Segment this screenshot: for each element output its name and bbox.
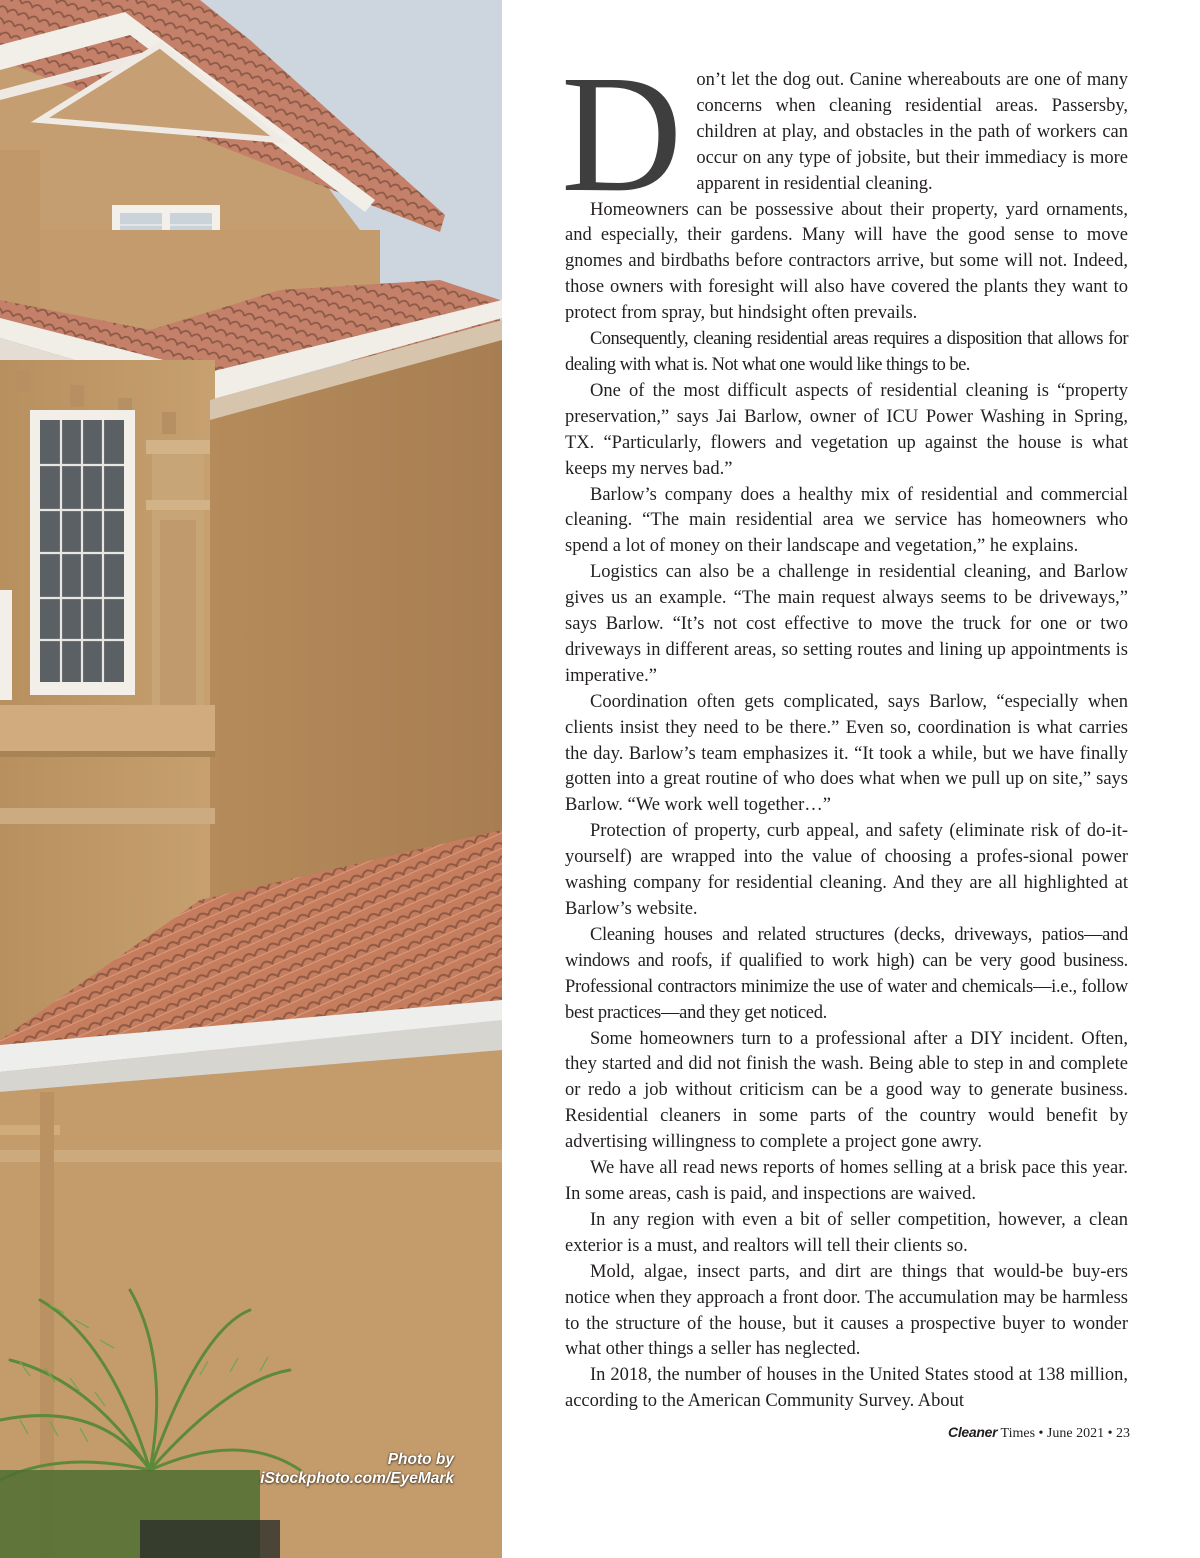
article-paragraph-9: Cleaning houses and related structures (decks, driveways, patios—and windows and roofs, if qualified to work high) can be very good business. Professional contractors minimize the use of water and chemicals—i.e., follow best practices—and they get noticed. xyxy=(565,924,1128,1023)
article-paragraph-5: Barlow’s company does a healthy mix of residential and commercial cleaning. “The main residential area we service has homeowners who spend a lot of money on their landscape and vegetation,” he explains. xyxy=(565,484,1128,557)
photo-credit xyxy=(194,1450,454,1488)
publication-brand: Cleaner xyxy=(948,1424,998,1440)
article-paragraph-14: In 2018, the number of houses in the United States stood at 138 million, according to the American Community Survey. About xyxy=(565,1365,1128,1412)
photo-credit-line1: Photo by xyxy=(387,1451,454,1468)
article-paragraph-4: One of the most difficult aspects of residential cleaning is “property preservation,” says Jai Barlow, owner of ICU Power Washing in Spring, TX. “Particularly, flowers and vegetation up against the house is what keeps my nerves bad.” xyxy=(565,380,1128,479)
article-paragraph-2: Homeowners can be possessive about their property, yard ornaments, and especially, their gardens. Many will have the good sense to move gnomes and birdbaths before contractors arrive, but some will not. Indeed, those owners with foresight will also have covered the plants they want to protect from spray, but hindsight often prevails. xyxy=(565,199,1128,324)
page-footer xyxy=(948,1424,1130,1442)
article-paragraph-7: Coordination often gets complicated, says Barlow, “especially when clients insist they need to be there.” Even so, coordination is what carries the day. Barlow’s team emphasizes it. “It took a while, but we have finally gotten into a great routine of who does what when we pull up on site,” says Barlow. “We work well together…” xyxy=(565,691,1128,816)
drop-cap: D xyxy=(561,41,683,227)
article-paragraph-12: In any region with even a bit of seller competition, however, a clean exterior is a must, and realtors will tell their clients so. xyxy=(565,1209,1128,1256)
article-paragraph-8: Protection of property, curb appeal, and safety (eliminate risk of do-it-yourself) are wrapped into the value of choosing a profes-sional power washing company for residential cleaning. And they are all highlighted at Barlow’s website. xyxy=(565,821,1128,919)
house-photo-image xyxy=(0,0,502,1558)
page-folio-text: Times • June 2021 • 23 xyxy=(997,1426,1130,1441)
house-photo xyxy=(0,0,502,1558)
article-body xyxy=(561,41,1128,1415)
article-paragraph-3: Consequently, cleaning residential areas requires a disposition that allows for dealing with what is. Not what one would like things to be. xyxy=(565,329,1128,375)
article-paragraph-11: We have all read news reports of homes selling at a brisk pace this year. In some areas, cash is paid, and inspections are waived. xyxy=(565,1158,1128,1204)
article-paragraph-6: Logistics can also be a challenge in residential cleaning, and Barlow gives us an example. “The main request always seems to be driveways,” says Barlow. “It’s not cost effective to move the truck for one or two driveways in different areas, so setting routes and lining up appointments is imperative.” xyxy=(565,562,1128,686)
article-paragraph-13: Mold, algae, insect parts, and dirt are things that would-be buy-ers notice when they approach a front door. The accumulation may be harmless to the structure of the house, but it causes a prospective buyer to wonder what other things a seller has neglected. xyxy=(565,1261,1128,1360)
article-paragraph-1: on’t let the dog out. Canine whereabouts are one of many concerns when cleaning residential areas. Passersby, children at play, and obstacles in the path of workers can occur on any type of jobsite, but their immediacy is more apparent in residential cleaning. xyxy=(696,70,1128,194)
article-paragraph-10: Some homeowners turn to a professional after a DIY incident. Often, they started and did not finish the wash. Being able to step in and complete or redo a job without criticism can be a good way to generate business. Residential cleaners in some parts of the country would benefit by advertising willingness to complete a project gone awry. xyxy=(565,1028,1128,1153)
photo-credit-line2: iStockphoto.com/EyeMark xyxy=(260,1470,454,1487)
